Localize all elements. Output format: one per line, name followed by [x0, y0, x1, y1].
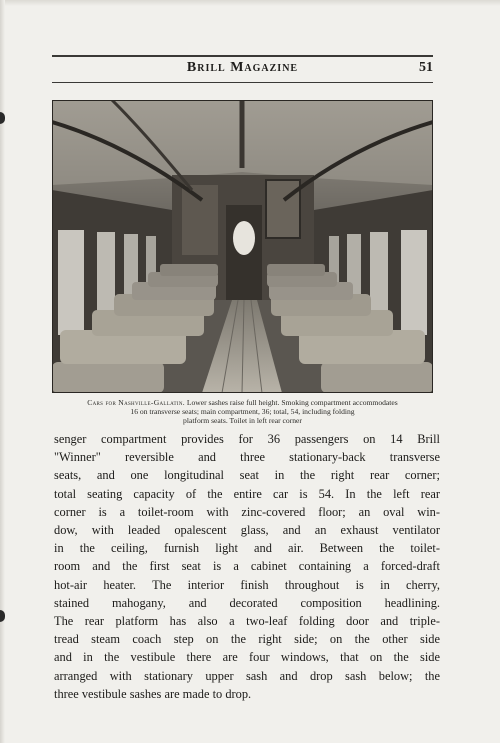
body-line: total seating capacity of the entire car is 54. In the left rear [54, 486, 440, 501]
caption-lead: Cars for Nashville-Gallatin. [87, 398, 185, 407]
body-line: arranged with stationary upper sash and drop sash below; the [54, 668, 440, 683]
car-interior-photo [52, 100, 433, 393]
header-rule-top [52, 55, 433, 57]
body-line: "Winner" reversible and three stationary-back transverse [54, 450, 440, 465]
header-rule-bottom [52, 82, 433, 83]
caption-line: Lower sashes raise full height. Smoking compartment accommodates [186, 398, 398, 407]
body-line: tread steam coach step on the right side; on the other side [54, 632, 440, 647]
body-line: stained mahogany, and decorated composition headlining. [54, 595, 440, 610]
magazine-title: Brill Magazine [186, 60, 299, 75]
caption-line: 16 on transverse seats; main compartment, 36; total, 54, including folding [130, 407, 355, 416]
caption-line: platform seats. Toilet in left rear corner [183, 416, 302, 425]
figure-caption [52, 398, 433, 425]
page-top-edge [0, 0, 500, 6]
page-number: 51 [419, 60, 433, 75]
running-header [52, 60, 433, 80]
body-line: hot-air heater. The interior finish throughout is in cherry, [54, 577, 440, 592]
body-line: senger compartment provides for 36 passengers on 14 Brill [54, 432, 440, 446]
body-line: seats, and one longitudinal seat in the right rear corner; [54, 468, 440, 483]
body-line: corner is a toilet-room with zinc-covered floor; an oval win- [54, 504, 440, 519]
body-line: The rear platform has also a two-leaf folding door and triple- [54, 614, 440, 629]
body-line: room and the first seat is a cabinet containing a forced-draft [54, 559, 440, 574]
article-body [54, 430, 440, 703]
body-line: in the ceiling, furnish light and air. Between the toilet- [54, 541, 440, 556]
body-line: and in the vestibule there are four windows, that on the side [54, 650, 440, 665]
body-line: three vestibule sashes are made to drop. [54, 686, 252, 701]
body-line: dow, with leaded opalescent glass, and an exhaust ventilator [54, 523, 440, 538]
